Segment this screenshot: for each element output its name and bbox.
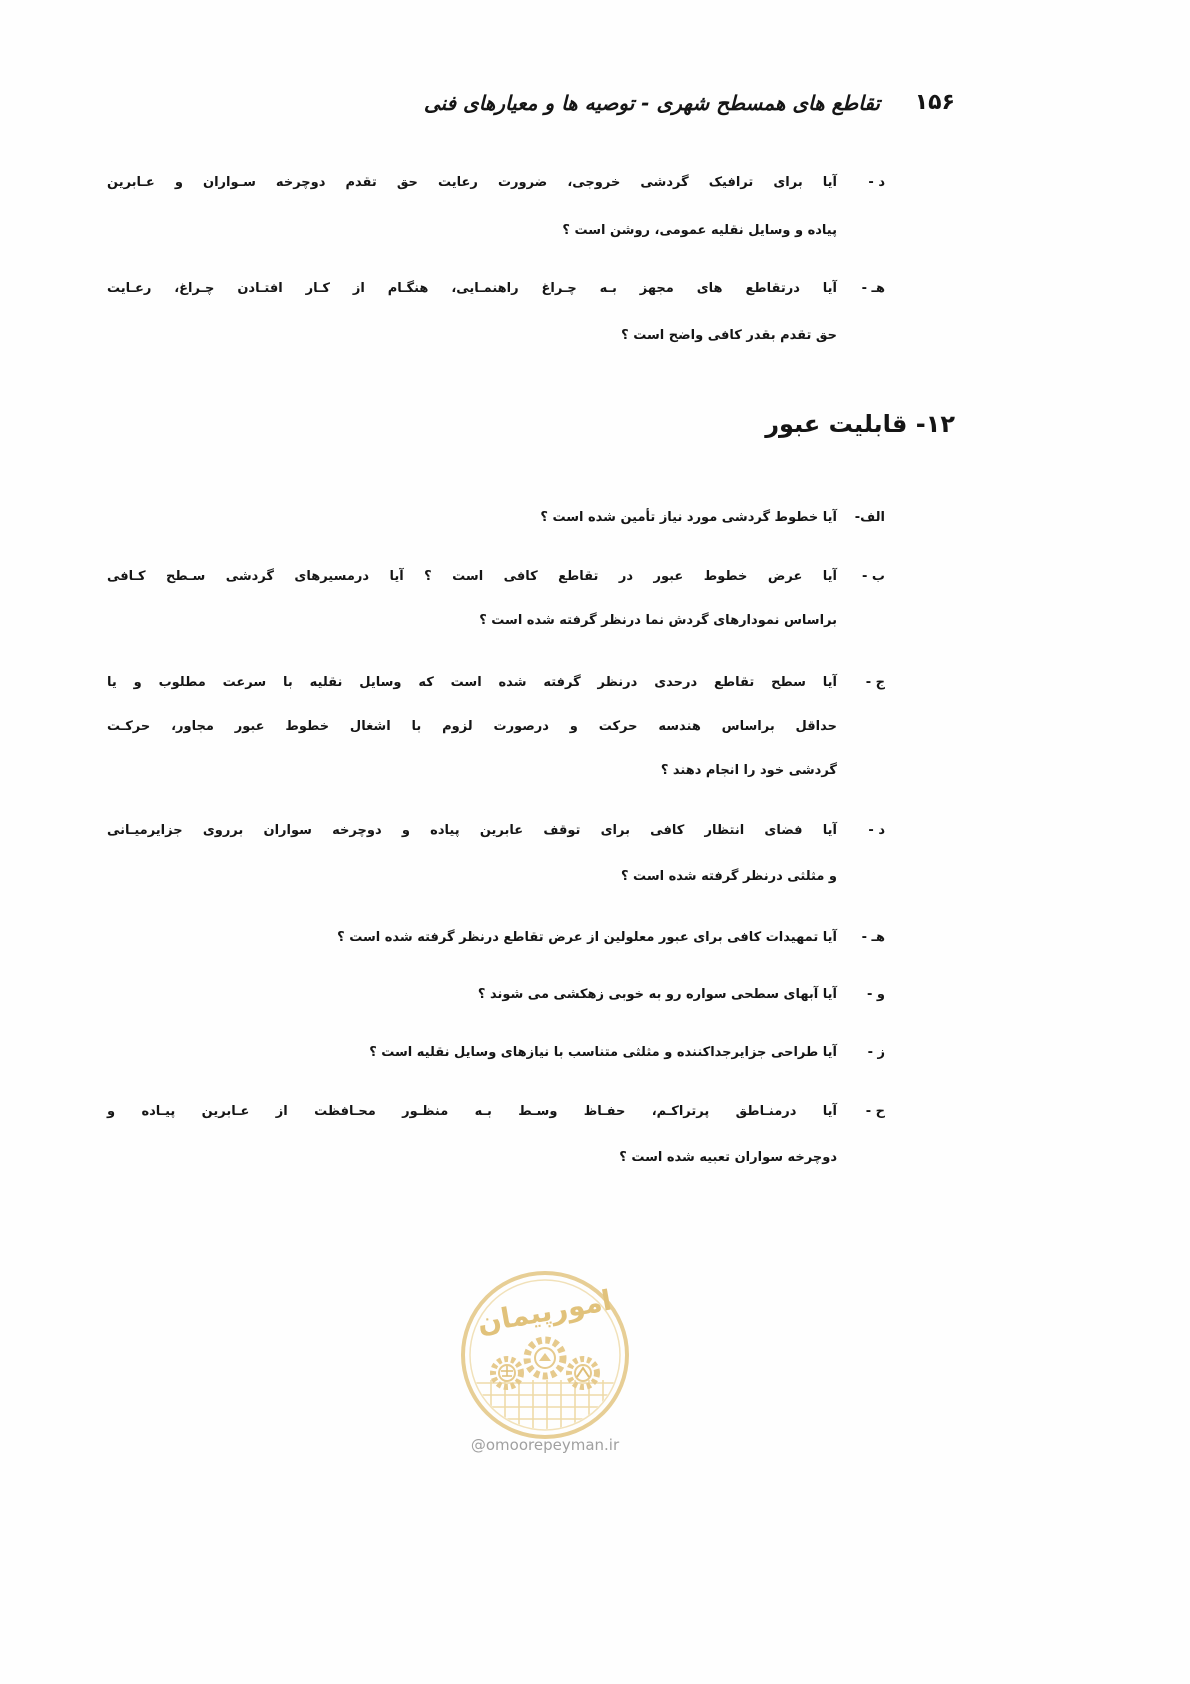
question-dal <box>107 811 885 884</box>
item-label: د - <box>868 823 885 838</box>
item-line: آیا طراحی جزایرجداکننده و مثلثی متناسب با نیازهای وسایل نقلیه است ؟ <box>369 1045 837 1060</box>
scales-icon <box>501 1366 513 1376</box>
watermark-handle: @omoorepeyman.ir <box>470 1436 620 1454</box>
item-label: الف- <box>854 510 885 525</box>
item-line: حداقل براساس هندسه حرکت و درصورت لزوم با اشغال خطوط عبور مجاور، حرکـت <box>107 719 837 734</box>
building-icon <box>539 1353 551 1361</box>
item-line: آیا تمهیدات کافی برای عبور معلولین از عرض تقاطع درنظر گرفته شده است ؟ <box>337 930 837 945</box>
section-heading: ۱۲- قابلیت عبور <box>765 410 955 438</box>
question-he <box>107 918 885 958</box>
item-line: آیا آبهای سطحی سواره رو به خوبی زهکشی می شوند ؟ <box>477 987 837 1002</box>
page-number: ۱۵۶ <box>914 90 955 115</box>
item-label: د - <box>868 175 885 190</box>
question-he-jimi <box>107 1092 885 1165</box>
item-label: ب - <box>862 569 885 584</box>
seal-lettering: امورپیمان <box>474 1283 615 1340</box>
item-line: آیا خطوط گردشی مورد نیاز تأمین شده است ؟ <box>540 510 837 525</box>
item-line: دوچرخه سواران تعبیه شده است ؟ <box>619 1150 837 1165</box>
item-label: ج - <box>865 675 885 690</box>
item-line: آیا عرض خطوط عبور در تقاطع کافی است ؟ آیا درمسیرهای گردشی سـطح کـافی <box>107 569 837 584</box>
item-line: حق تقدم بقدر کافی واضح است ؟ <box>621 328 837 343</box>
question-be <box>107 557 885 628</box>
question-alef <box>107 498 885 538</box>
item-line: گردشی خود را انجام دهند ؟ <box>660 763 837 778</box>
question-dal-exit-turning <box>107 163 885 238</box>
question-jim <box>107 663 885 778</box>
item-line: آیا برای ترافیک گردشی خروجی، ضرورت رعایت حق تقدم دوچرخه سـواران و عـابرین <box>107 175 837 190</box>
item-line: آیا درمنـاطق پرتراکـم، حفـاظ وسـط بـه منظـور محـافظت از عـابرین پیـاده و <box>107 1104 837 1119</box>
running-title: تقاطع های همسطح شهری - توصیه ها و معیارهای فنی <box>423 91 880 115</box>
item-line: آیا فضای انتظار کافی برای توقف عابرین پیاده و دوچرخه سواران برروی جزایرمیـانی <box>107 823 837 838</box>
item-line: پیاده و وسایل نقلیه عمومی، روشن است ؟ <box>562 223 837 238</box>
item-line: براساس نمودارهای گردش نما درنظر گرفته شده است ؟ <box>479 613 837 628</box>
question-vav <box>107 975 885 1015</box>
question-he-signal-failure <box>107 269 885 343</box>
crane-icon <box>577 1368 589 1377</box>
item-line: آیا درتقاطع های مجهز بـه چـراغ راهنمـایی، هنگـام از کـار افتـادن چـراغ، رعـایت <box>107 281 837 296</box>
item-line: و مثلثی درنظر گرفته شده است ؟ <box>620 869 837 884</box>
item-label: هـ - <box>861 281 885 296</box>
item-label: و - <box>866 987 885 1002</box>
item-label: هـ - <box>861 930 885 945</box>
item-label: ز - <box>867 1045 885 1060</box>
question-ze <box>107 1033 885 1073</box>
item-line: آیا سطح تقاطع درحدی درنظر گرفته شده است که وسایل نقلیه با سرعت مطلوب و یا <box>107 675 837 690</box>
watermark-logo <box>445 1255 645 1455</box>
gear-icon <box>493 1340 597 1387</box>
item-label: ح - <box>865 1104 885 1119</box>
